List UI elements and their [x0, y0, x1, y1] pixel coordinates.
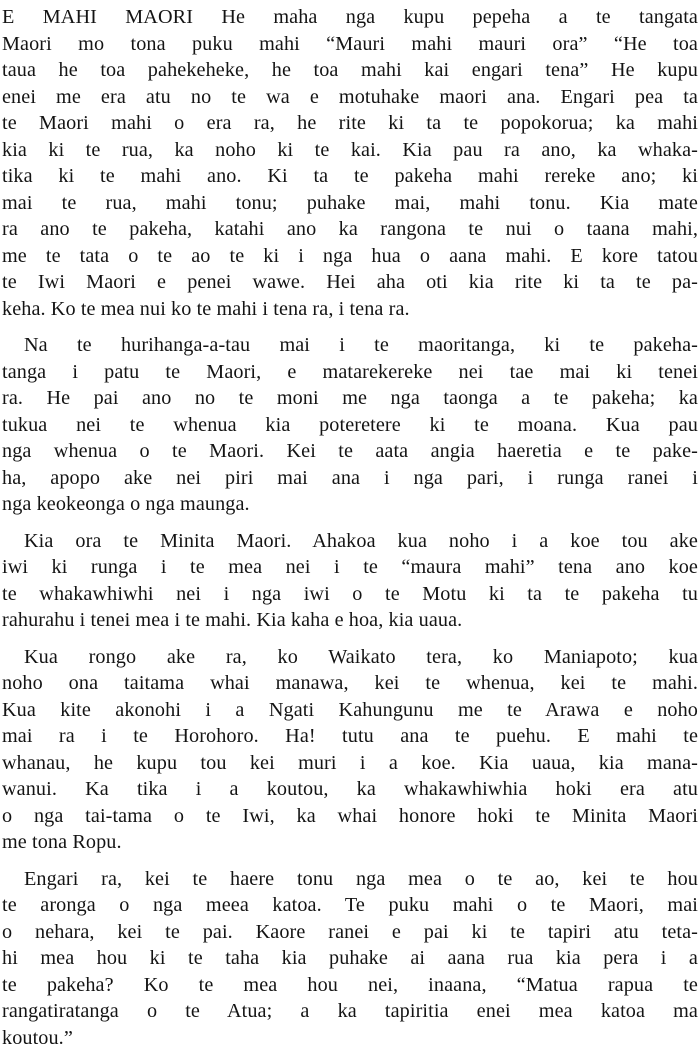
text-line: nga whenua o te Maori. Kei te aata angia haeretia e te pake- — [2, 438, 698, 465]
text-line: wanui. Ka tika i a koutou, ka whakawhiwhia hoki era atu — [2, 776, 698, 803]
text-line: te aronga o nga meea katoa. Te puku mahi o te Maori, mai — [2, 892, 698, 919]
text-line: rangatiratanga o te Atua; a ka tapiritia enei mea katoa ma — [2, 998, 698, 1025]
text-line: nga keokeonga o nga maunga. — [2, 491, 698, 518]
text-line: Maori mo tona puku mahi “Mauri mahi mauri ora” “He toa — [2, 31, 698, 58]
text-line: tukua nei te whenua kia poteretere ki te moana. Kua pau — [2, 412, 698, 439]
text-line: mai te rua, mahi tonu; puhake mai, mahi tonu. Kia mate — [2, 190, 698, 217]
text-line: ra ano te pakeha, katahi ano ka rangona te nui o taana mahi, — [2, 216, 698, 243]
text-line: tanga i patu te Maori, e matarekereke nei tae mai ki tenei — [2, 359, 698, 386]
paragraph — [2, 4, 698, 322]
text-line: te whakawhiwhi nei i nga iwi o te Motu ki ta te pakeha tu — [2, 581, 698, 608]
text-line: Engari ra, kei te haere tonu nga mea o te ao, kei te hou — [2, 866, 698, 893]
text-line: hi mea hou ki te taha kia puhake ai aana rua kia pera i a — [2, 945, 698, 972]
text-line: Kua kite akonohi i a Ngati Kahungunu me te Arawa e noho — [2, 697, 698, 724]
text-line: noho ona taitama whai manawa, kei te whenua, kei te mahi. — [2, 670, 698, 697]
text-line: me te tata o te ao te ki i nga hua o aana mahi. E kore tatou — [2, 243, 698, 270]
paragraph — [2, 528, 698, 634]
text-line: iwi ki runga i te mea nei i te “maura mahi” tena ano koe — [2, 554, 698, 581]
paragraph — [2, 644, 698, 856]
text-line: koutou.” — [2, 1025, 698, 1051]
text-line: tika ki te mahi ano. Ki ta te pakeha mahi rereke ano; ki — [2, 163, 698, 190]
text-line: rahurahu i tenei mea i te mahi. Kia kaha e hoa, kia uaua. — [2, 607, 698, 634]
text-line: ra. He pai ano no te moni me nga taonga a te pakeha; ka — [2, 385, 698, 412]
text-line: te Maori mahi o era ra, he rite ki ta te popokorua; ka mahi — [2, 110, 698, 137]
text-line: taua he toa pahekeheke, he toa mahi kai engari tena” He kupu — [2, 57, 698, 84]
text-line: Kia ora te Minita Maori. Ahakoa kua noho i a koe tou ake — [2, 528, 698, 555]
text-line: o nga tai-tama o te Iwi, ka whai honore hoki te Minita Maori — [2, 803, 698, 830]
text-line: te Iwi Maori e penei wawe. Hei aha oti kia rite ki ta te pa- — [2, 269, 698, 296]
text-line: mai ra i te Horohoro. Ha! tutu ana te puehu. E mahi te — [2, 723, 698, 750]
paragraph — [2, 866, 698, 1051]
text-line: kia ki te rua, ka noho ki te kai. Kia pau ra ano, ka whaka- — [2, 137, 698, 164]
text-line: keha. Ko te mea nui ko te mahi i tena ra, i tena ra. — [2, 296, 698, 323]
text-line: ha, apopo ake nei piri mai ana i nga pari, i runga ranei i — [2, 465, 698, 492]
text-line: enei me era atu no te wa e motuhake maori ana. Engari pea ta — [2, 84, 698, 111]
text-line: Na te hurihanga-a-tau mai i te maoritanga, ki te pakeha- — [2, 332, 698, 359]
text-line: Kua rongo ake ra, ko Waikato tera, ko Maniapoto; kua — [2, 644, 698, 671]
text-line: me tona Ropu. — [2, 829, 698, 856]
text-line: whanau, he kupu tou kei muri i a koe. Kia uaua, kia mana- — [2, 750, 698, 777]
article-body — [2, 4, 698, 1051]
text-line: o nehara, kei te pai. Kaore ranei e pai ki te tapiri atu teta- — [2, 919, 698, 946]
text-line: E MAHI MAORI He maha nga kupu pepeha a te tangata — [2, 4, 698, 31]
paragraph — [2, 332, 698, 518]
text-line: te pakeha? Ko te mea hou nei, inaana, “Matua rapua te — [2, 972, 698, 999]
